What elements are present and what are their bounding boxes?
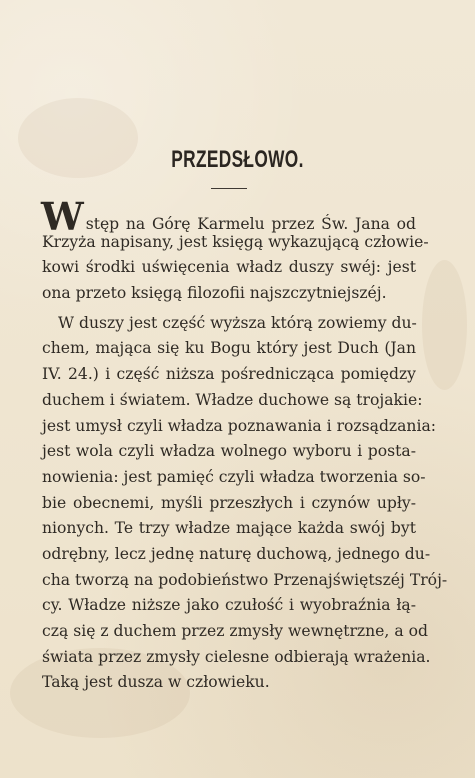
paragraph-1-first-line (41, 194, 416, 239)
paragraph-2-line-9: nionych. Te trzy władze mające każda swój byt (42, 519, 416, 538)
page-title: PRZEDSŁOWO. (171, 146, 304, 173)
paragraph-2-line-6: jest wola czyli władza wolnego wyboru i posta- (42, 442, 416, 461)
paragraph-2-line-2: chem, mająca się ku Bogu który jest Duch (Jan (42, 339, 416, 358)
page-text (41, 194, 448, 696)
paragraph-1-line-1: stęp na Górę Karmelu przez Św. Jana od (85, 215, 416, 233)
title-rule (211, 188, 247, 189)
paragraph-2-line-8: bie obecnemi, myśli przeszłych i czynów upły- (42, 493, 416, 512)
paragraph-2-line-11: cha tworzą na podobieństwo Przenajświętszéj Trój- (42, 570, 448, 589)
drop-cap: W (41, 194, 84, 239)
paragraph-2-line-15: Taką jest dusza w człowieku. (42, 673, 270, 692)
paragraph-2-line-13: czą się z duchem przez zmysły wewnętrzne, a od (42, 622, 428, 640)
paragraph-1 (41, 194, 429, 307)
paragraph-2-line-3: IV. 24.) i część niższa pośrednicząca pomiędzy (42, 365, 416, 384)
paragraph-2-line-10: odrębny, lecz jednę naturę duchową, jednego du- (42, 544, 431, 563)
paragraph-2-line-7: nowienia: jest pamięć czyli władza tworzenia so- (42, 467, 426, 486)
paragraph-2-line-5: jest umysł czyli władza poznawania i rozsądzania: (42, 416, 437, 435)
paragraph-2-line-12: cy. Władze niższe jako czułość i wyobraźnia łą- (42, 596, 416, 615)
paragraph-2-line-4: duchem i światem. Władze duchowe są trojakie: (42, 390, 423, 409)
paragraph-2 (42, 311, 448, 696)
paragraph-2-line-14: świata przez zmysły cielesne odbierają wrażenia. (42, 647, 431, 666)
paragraph-2-line-1: W duszy jest część wyższa którą zowiemy du- (58, 313, 417, 332)
paragraph-1-line-4: ona przeto księgą filozofii najszczytniejszéj. (42, 284, 387, 303)
paragraph-1-line-2: Krzyża napisany, jest księgą wykazującą człowie- (42, 232, 429, 251)
paper-stain (422, 260, 467, 390)
paragraph-1-line-3: kowi środki uświęcenia władz duszy swéj: jest (42, 258, 416, 277)
